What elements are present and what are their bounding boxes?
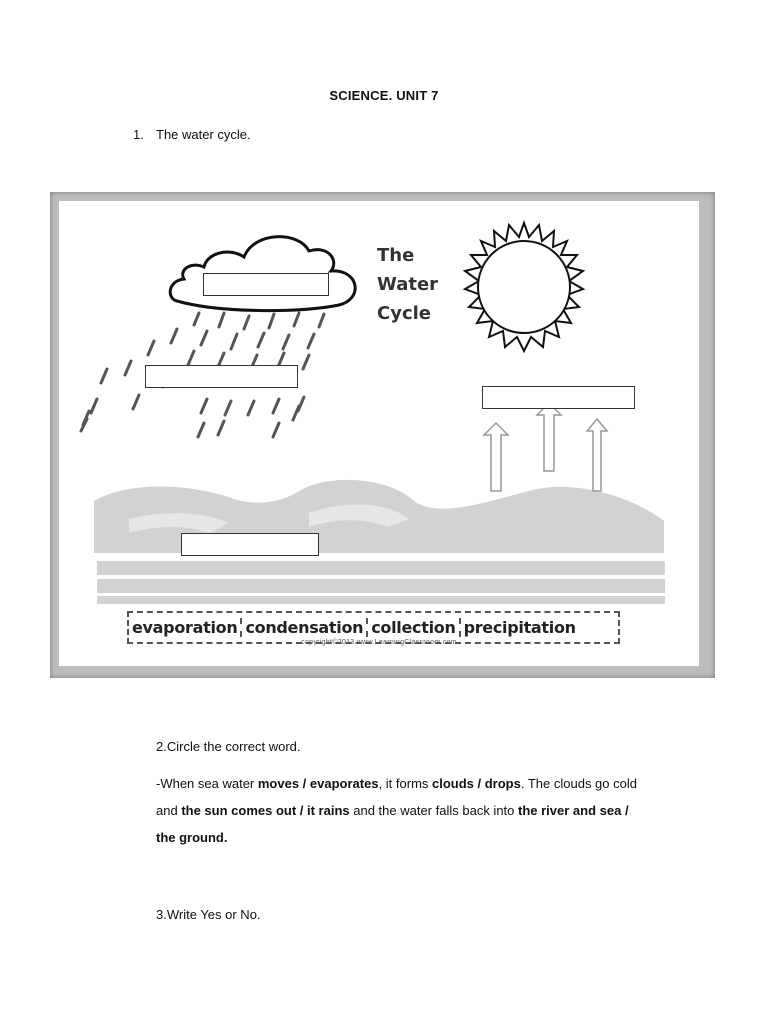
water-cycle-figure [50, 192, 715, 678]
q2-choice[interactable]: moves / evaporates [257, 776, 379, 791]
page-title: SCIENCE. UNIT 7 [329, 88, 439, 103]
question-2-text [156, 770, 646, 851]
figure-title-line: Water [377, 274, 439, 295]
q2-segment: -When sea water [156, 776, 258, 791]
word-bank-item: evaporation [129, 618, 242, 637]
figure-canvas [59, 201, 699, 666]
figure-title-line: Cycle [377, 303, 431, 324]
item-1-text: The water cycle. [156, 127, 251, 142]
figure-title-line: The [377, 245, 415, 266]
q2-segment: and the water falls back into [349, 803, 518, 818]
item-1-number: 1. [133, 127, 144, 142]
question-2-title: 2.Circle the correct word. [156, 739, 301, 754]
q2-choice[interactable]: clouds / drops [432, 776, 521, 791]
word-bank-item: precipitation [463, 618, 576, 637]
sun-icon [465, 223, 583, 351]
label-box-evaporation[interactable] [482, 386, 635, 409]
figure-title [377, 241, 438, 328]
q2-choice[interactable]: the sun comes out / it rains [181, 803, 350, 818]
q2-segment: . The clouds go cold and [156, 776, 637, 818]
word-bank-item: condensation [242, 618, 368, 637]
item-1 [133, 127, 251, 142]
q2-choice[interactable]: the river and sea / the ground. [156, 803, 629, 845]
label-box-rain[interactable] [145, 365, 298, 388]
label-box-cloud[interactable] [203, 273, 329, 296]
q2-segment: , it forms [378, 776, 433, 791]
copyright-text: copyright©2013 www.LearningClassroom.com [301, 639, 457, 646]
word-bank-item: collection [368, 618, 460, 637]
label-box-collection[interactable] [181, 533, 319, 556]
question-3-title: 3.Write Yes or No. [156, 907, 261, 922]
waves-icon [94, 480, 665, 604]
arrow-up-icon [484, 403, 607, 491]
